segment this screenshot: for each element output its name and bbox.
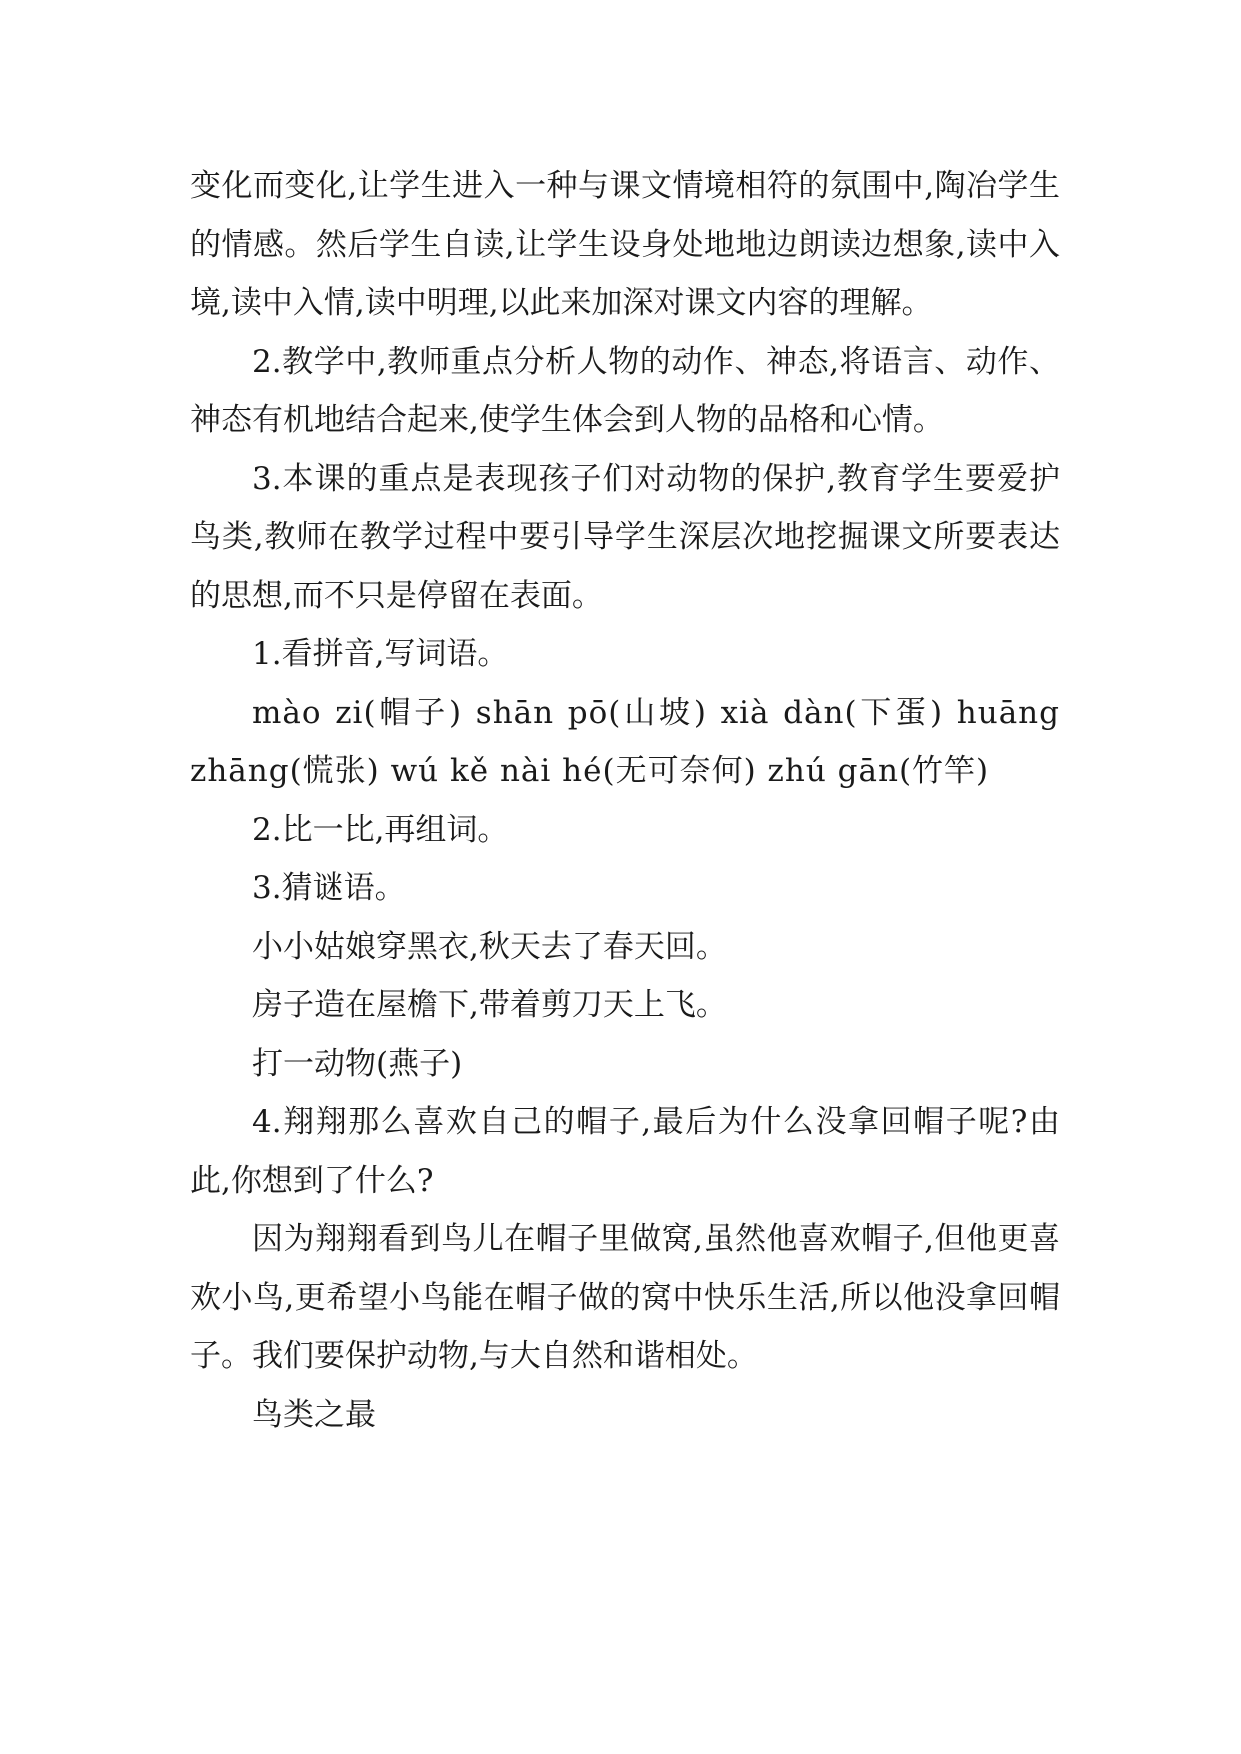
paragraph-continuation: 变化而变化,让学生进入一种与课文情境相符的氛围中,陶冶学生的情感。然后学生自读,让学生设身处地地边朗读边想象,读中入境,读中入情,读中明理,以此来加深对课文内容的理解。 (190, 168, 1060, 321)
paragraph-teaching-point-2: 2.教学中,教师重点分析人物的动作、神态,将语言、动作、神态有机地结合起来,使学生体会到人物的品格和心情。 (190, 343, 1060, 438)
exercise-1-heading: 1.看拼音,写词语。 (252, 636, 509, 672)
exercise-4-answer: 因为翔翔看到鸟儿在帽子里做窝,虽然他喜欢帽子,但他更喜欢小鸟,更希望小鸟能在帽子做的窝中快乐生活,所以他没拿回帽子。我们要保护动物,与大自然和谐相处。 (190, 1221, 1060, 1374)
riddle-answer: 打一动物(燕子) (252, 1045, 463, 1082)
exercise-3-heading: 3.猜谜语。 (252, 870, 406, 906)
exercise-1-pinyin-words: mào zi(帽子) shān pō(山坡) xià dàn(下蛋) huāng zhāng(慌张) wú kě nài hé(无可奈何) zhú gān(竹竿) (190, 694, 1060, 789)
paragraph-teaching-point-3: 3.本课的重点是表现孩子们对动物的保护,教育学生要爱护鸟类,教师在教学过程中要引导学生深层次地挖掘课文所要表达的思想,而不只是停留在表面。 (190, 460, 1060, 614)
exercise-2-heading: 2.比一比,再组词。 (252, 811, 509, 848)
document-body (190, 157, 1060, 1444)
riddle-line-2: 房子造在屋檐下,带着剪刀天上飞。 (252, 987, 727, 1023)
exercise-4-question: 4.翔翔那么喜欢自己的帽子,最后为什么没拿回帽子呢?由此,你想到了什么? (190, 1104, 1060, 1199)
section-heading-bird-records: 鸟类之最 (252, 1396, 376, 1433)
riddle-line-1: 小小姑娘穿黑衣,秋天去了春天回。 (252, 928, 727, 965)
